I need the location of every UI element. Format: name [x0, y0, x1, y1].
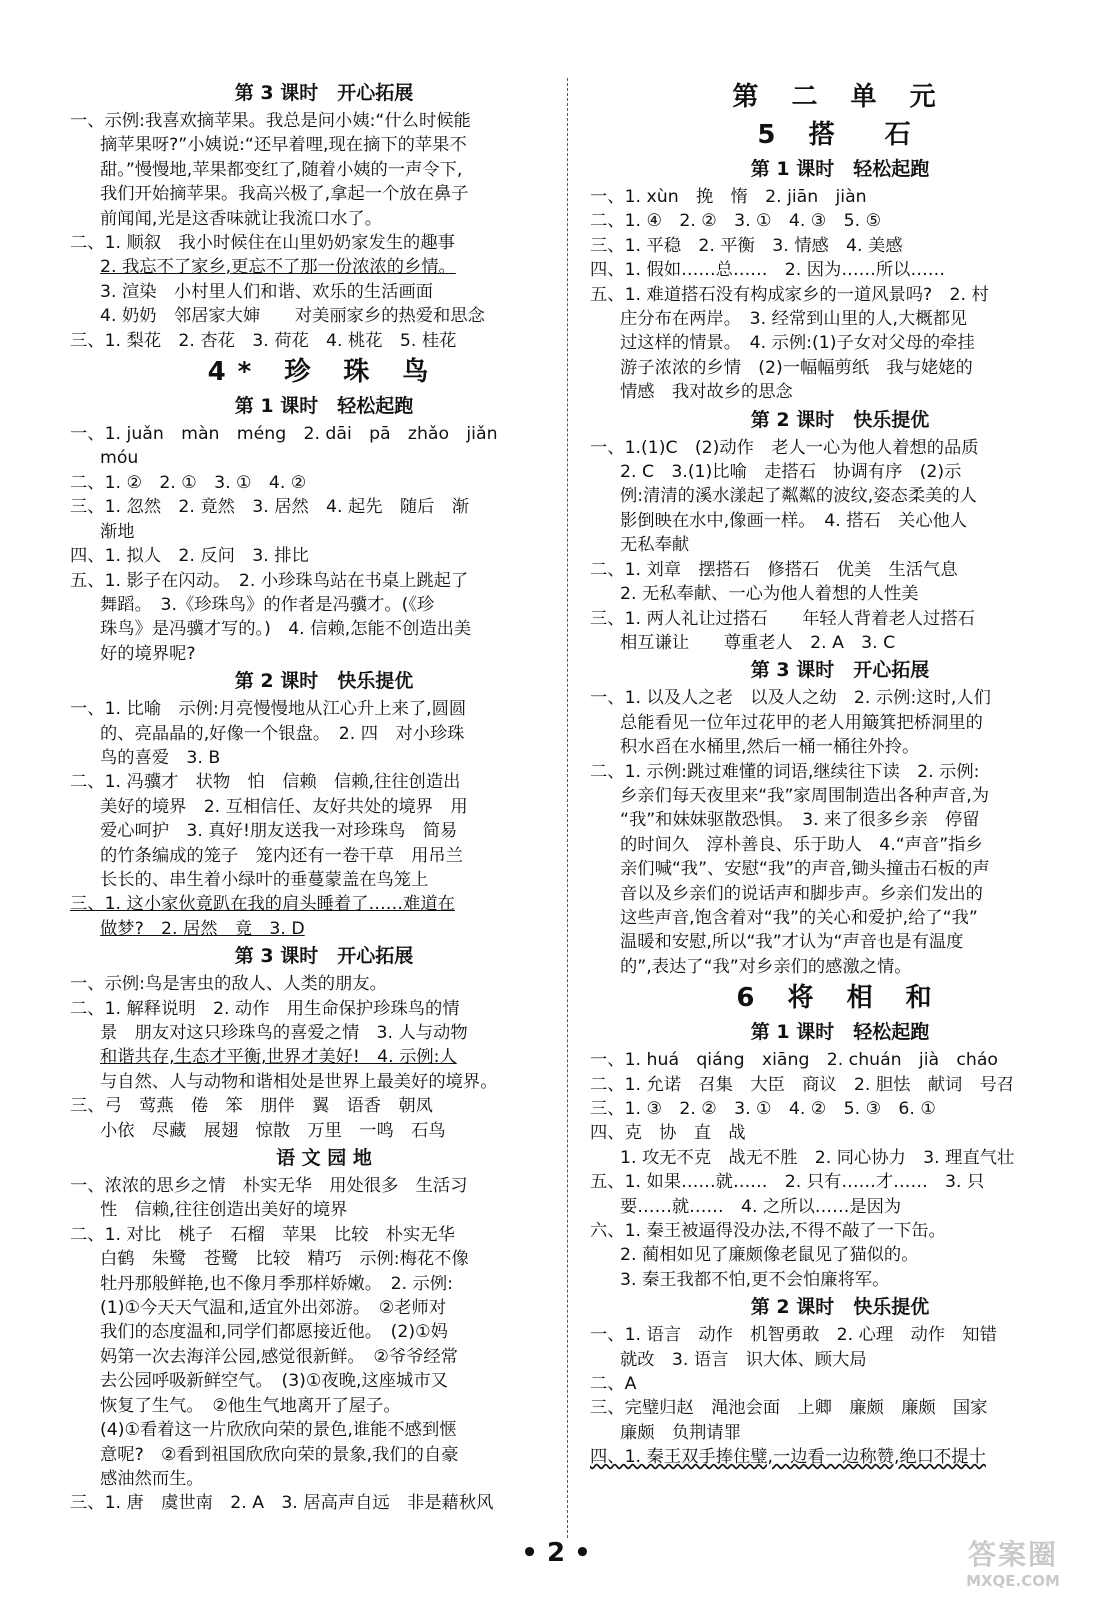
answer-line-continued	[70, 795, 548, 819]
answer-line-continued	[590, 833, 1060, 857]
answer-line-continued	[590, 460, 1060, 484]
answer-line-continued	[70, 1021, 548, 1045]
line-text: 温暖和安慰,所以“我”才认为“声音也是有温度	[620, 932, 964, 953]
answer-line-continued	[590, 784, 1060, 808]
answer-line	[590, 1121, 1060, 1145]
line-text: 意呢? ②看到祖国欣欣向荣的景象,我们的自豪	[100, 1444, 459, 1465]
line-text: 妈第一次去海洋公园,感觉很新鲜。 ②爷爷经常	[100, 1346, 458, 1367]
line-text: 这些声音,饱含着对“我”的关心和爱护,给了“我”	[620, 907, 978, 928]
line-text: 过这样的情景。 4. 示例:(1)子女对父母的牵挂	[620, 333, 975, 354]
answer-line-continued	[590, 906, 1060, 930]
line-text: 4. 奶奶 邻居家大婶 对美丽家乡的热爱和思念	[100, 306, 485, 327]
line-text: 美好的境界 2. 互相信任、友好共处的境界 用	[100, 796, 468, 817]
answer-line-continued	[590, 380, 1060, 404]
line-text: 和谐共存,生态才平衡,世界才美好! 4. 示例:人	[100, 1047, 457, 1068]
answer-line-continued	[70, 1070, 548, 1094]
line-text: 一、浓浓的思乡之情 朴实无华 用处很多 生活习	[70, 1176, 468, 1197]
line-text: 二、1. 示例:跳过难懂的词语,继续往下读 2. 示例:	[590, 761, 980, 782]
lesson-title	[590, 979, 1060, 1017]
line-text: 渐地	[100, 521, 135, 542]
line-text: 第 2 课时 快乐提优	[750, 408, 930, 431]
line-text: 一、1. 语言 动作 机智勇敢 2. 心理 动作 知错	[590, 1325, 997, 1346]
answer-line-continued	[70, 207, 548, 231]
answer-line-continued	[70, 446, 548, 470]
line-text: 2. C 3.(1)比喻 走搭石 协调有序 (2)示	[620, 462, 962, 483]
line-text: 摘苹果呀?”小姨说:“还早着哩,现在摘下的苹果不	[100, 135, 467, 156]
line-text: 第 1 课时 轻松起跑	[234, 395, 414, 418]
lesson-title	[590, 116, 1060, 154]
line-text: 甜。”慢慢地,苹果都变红了,随着小姨的一声令下,	[100, 159, 463, 180]
section-heading	[590, 405, 1060, 436]
answer-line	[590, 1445, 1060, 1469]
answer-line	[70, 697, 548, 721]
section-heading	[70, 391, 548, 422]
line-text: 牡丹那般鲜艳,也不像月季那样娇嫩。 2. 示例:	[100, 1273, 453, 1294]
line-text: 二、A	[590, 1374, 637, 1395]
line-text: 总能看见一位年过花甲的老人用簸箕把桥洞里的	[620, 712, 983, 733]
section-heading	[590, 655, 1060, 686]
answer-line-continued	[70, 280, 548, 304]
answer-line-continued	[70, 819, 548, 843]
line-text: 珠鸟》是冯骥才写的。) 4. 信赖,怎能不创造出美	[100, 619, 472, 640]
answer-line	[590, 1396, 1060, 1420]
answer-line	[590, 686, 1060, 710]
answer-line	[590, 1048, 1060, 1072]
line-text: 4* 珍 珠 鸟	[207, 357, 441, 388]
answer-line-continued	[70, 182, 548, 206]
answer-line-continued	[70, 304, 548, 328]
answer-line-continued	[590, 1348, 1060, 1372]
answer-line-continued	[70, 158, 548, 182]
line-text: 语 文 园 地	[276, 1147, 372, 1170]
line-text: 长长的、串生着小绿叶的垂蔓蒙盖在鸟笼上	[100, 869, 429, 890]
line-text: 三、1. 平稳 2. 平衡 3. 情感 4. 美感	[590, 235, 903, 256]
line-text: 爱心呵护 3. 真好!朋友送我一对珍珠鸟 简易	[100, 821, 458, 842]
answer-line-continued	[70, 642, 548, 666]
answer-line	[590, 283, 1060, 307]
answer-line-continued	[590, 533, 1060, 557]
section-heading	[590, 1292, 1060, 1323]
answer-line	[590, 258, 1060, 282]
section-heading	[590, 1017, 1060, 1048]
line-text: 做梦? 2. 居然 竟 3. D	[100, 918, 305, 939]
line-text: 二、1. 冯骥才 状物 怕 信赖 信赖,往往创造出	[70, 772, 461, 793]
answer-line-continued	[590, 1195, 1060, 1219]
answer-line-continued	[70, 133, 548, 157]
line-text: 第 二 单 元	[732, 82, 948, 112]
line-text: 与自然、人与动物和谐相处是世界上最美好的境界。	[100, 1071, 498, 1092]
line-text: 一、1. huá qiáng xiāng 2. chuán jià cháo	[590, 1050, 999, 1071]
line-text: 乡亲们每天夜里来“我”家周围制造出各种声音,为	[620, 785, 990, 806]
line-text: (1)①今天天气温和,适宜外出郊游。 ②老师对	[100, 1298, 447, 1319]
line-text: 相互谦让 尊重老人 2. A 3. C	[620, 632, 896, 653]
answer-line	[590, 1097, 1060, 1121]
line-text: 的时间久 淳朴善良、乐于助人 4.“声音”指乡	[620, 834, 983, 855]
answer-line-continued	[590, 331, 1060, 355]
answer-line-continued	[70, 617, 548, 641]
line-text: (4)①看着这一片欣欣向荣的景色,谁能不感到惬	[100, 1420, 457, 1441]
line-text: 二、1. 刘章 摆搭石 修搭石 优美 生活气息	[590, 559, 958, 580]
line-text: 一、示例:我喜欢摘苹果。我总是问小姨:“什么时候能	[70, 111, 471, 131]
answer-line-continued	[70, 1272, 548, 1296]
line-text: 景 朋友对这只珍珠鸟的喜爱之情 3. 人与动物	[100, 1023, 468, 1043]
line-text: 的”,表达了“我”对乡亲们的感激之情。	[620, 956, 912, 977]
line-text: 四、1. 拟人 2. 反问 3. 排比	[70, 546, 309, 567]
answer-line	[70, 329, 548, 353]
answer-line	[590, 1073, 1060, 1097]
line-text: 四、1. 假如……总…… 2. 因为……所以……	[590, 260, 946, 281]
watermark-text: 答案圈	[967, 1538, 1058, 1571]
answer-line	[70, 997, 548, 1021]
line-text: 去公园呼吸新鲜空气。 (3)①夜晚,这座城市又	[100, 1371, 448, 1392]
line-text: 5 搭 石	[757, 120, 923, 150]
line-text: 积水舀在水桶里,然后一桶一桶往外拎。	[620, 737, 920, 758]
line-text: 庄分布在两岸。 3. 经常到山里的人,大概都见	[620, 309, 968, 330]
answer-line	[590, 209, 1060, 233]
answer-line-continued	[70, 1045, 548, 1069]
answer-line-continued	[590, 1243, 1060, 1267]
section-heading	[70, 941, 548, 972]
answer-line-continued	[70, 1247, 548, 1271]
answer-line-continued	[70, 520, 548, 544]
watermark-url: MXQE.COM	[966, 1572, 1060, 1590]
line-text: 的竹条编成的笼子 笼内还有一卷干草 用吊兰	[100, 845, 463, 866]
line-text: 第 3 课时 开心拓展	[750, 659, 930, 682]
line-text: 前闻闻,光是这香味就让我流口水了。	[100, 208, 382, 229]
line-text: 二、1. 允诺 召集 大臣 商议 2. 胆怯 献词 号召	[590, 1074, 1015, 1095]
line-text: 三、完璧归赵 渑池会面 上卿 廉颇 廉颇 国家	[590, 1398, 988, 1419]
answer-line	[70, 544, 548, 568]
line-text: 二、1. ④ 2. ② 3. ① 4. ③ 5. ⑤	[590, 211, 882, 232]
line-text: 四、1. 秦王双手捧住璧,一边看一边称赞,绝口不提十	[590, 1447, 986, 1468]
line-text: 例:清清的溪水漾起了粼粼的波纹,姿态柔美的人	[620, 486, 977, 507]
answer-line-continued	[70, 746, 548, 770]
line-text: 恢复了生气。 ②他生气地离开了屋子。	[100, 1395, 401, 1416]
answer-line-continued	[70, 1296, 548, 1320]
line-text: 好的境界呢?	[100, 643, 196, 664]
line-text: 三、1. 忽然 2. 竟然 3. 居然 4. 起先 随后 渐	[70, 497, 469, 518]
line-text: 1. 攻无不克 战无不胜 2. 同心协力 3. 理直气壮	[620, 1147, 1015, 1168]
answer-line-continued	[70, 917, 548, 941]
line-text: 一、1. juǎn màn méng 2. dāi pā zhǎo jiǎn	[70, 424, 498, 445]
answer-line	[590, 185, 1060, 209]
answer-line-continued	[590, 484, 1060, 508]
answer-line-continued	[70, 1467, 548, 1491]
answer-line	[70, 471, 548, 495]
answer-line	[70, 109, 548, 133]
line-text: “我”和妹妹驱散恐惧。 3. 来了很多乡亲 停留	[620, 810, 980, 831]
line-text: 一、1. xùn 挽 惰 2. jiān jiàn	[590, 187, 867, 207]
answer-line-continued	[70, 868, 548, 892]
answer-line-continued	[590, 930, 1060, 954]
line-text: 一、1. 以及人之老 以及人之幼 2. 示例:这时,人们	[590, 688, 991, 709]
answer-line	[70, 1174, 548, 1198]
line-text: 就改 3. 语言 识大体、顾大局	[620, 1349, 867, 1370]
answer-line-continued	[70, 1345, 548, 1369]
answer-line-continued	[590, 857, 1060, 881]
line-text: 的、亮晶晶的,好像一个银盘。 2. 四 对小珍珠	[100, 723, 465, 744]
line-text: 四、克 协 直 战	[590, 1123, 746, 1144]
line-text: 我们的态度温和,同学们都愿接近他。 (2)①妈	[100, 1322, 448, 1343]
line-text: 3. 渲染 小村里人们和谐、欢乐的生活画面	[100, 281, 434, 302]
line-text: 小依 尽藏 展翅 惊散 万里 一鸣 石鸟	[100, 1120, 446, 1141]
answer-line-continued	[70, 722, 548, 746]
answer-line	[70, 892, 548, 916]
line-text: 三、弓 莺燕 倦 笨 朋伴 翼 语香 朝凤	[70, 1096, 433, 1117]
line-text: 第 2 课时 快乐提优	[750, 1296, 930, 1319]
answer-line-continued	[70, 255, 548, 279]
answer-line	[70, 770, 548, 794]
line-text: 性 信赖,往往创造出美好的境界	[100, 1200, 348, 1221]
answer-line-continued	[70, 593, 548, 617]
line-text: 3. 秦王我都不怕,更不会怕廉将军。	[620, 1269, 890, 1290]
answer-line-continued	[590, 1421, 1060, 1445]
line-text: 三、1. 两人礼让过搭石 年轻人背着老人过搭石	[590, 608, 975, 629]
line-text: 廉颇 负荆请罪	[620, 1422, 741, 1443]
line-text: 第 3 课时 开心拓展	[234, 82, 414, 104]
line-text: 情感 我对故乡的思念	[620, 382, 793, 403]
line-text: 要……就…… 4. 之所以……是因为	[620, 1196, 902, 1217]
answer-line-continued	[590, 711, 1060, 735]
line-text: 音以及乡亲们的说话声和脚步声。乡亲们发出的	[620, 883, 983, 904]
line-text: 三、1. 唐 虞世南 2. A 3. 居高声自远 非是藉秋风	[70, 1493, 494, 1514]
line-text: 六、1. 秦王被逼得没办法,不得不敲了一下缶。	[590, 1221, 946, 1242]
line-text: 二、1. 对比 桃子 石榴 苹果 比较 朴实无华	[70, 1224, 455, 1245]
answer-line	[70, 422, 548, 446]
lesson-title	[70, 353, 548, 391]
answer-line	[70, 495, 548, 519]
answer-line	[70, 1223, 548, 1247]
answer-line	[70, 1491, 548, 1515]
answer-line-continued	[590, 955, 1060, 979]
line-text: 三、1. 这小家伙竟趴在我的肩头睡着了……难道在	[70, 894, 455, 915]
answer-line-continued	[590, 1268, 1060, 1292]
answer-line	[70, 231, 548, 255]
answer-line-continued	[70, 1418, 548, 1442]
answer-line-continued	[70, 1394, 548, 1418]
section-heading	[70, 78, 548, 109]
answer-line-continued	[70, 1198, 548, 1222]
answer-line	[70, 1094, 548, 1118]
section-heading	[590, 154, 1060, 185]
answer-line-continued	[70, 1119, 548, 1143]
line-text: 感油然而生。	[100, 1468, 204, 1489]
line-text: 一、示例:鸟是害虫的敌人、人类的朋友。	[70, 974, 387, 995]
line-text: 第 1 课时 轻松起跑	[750, 1021, 930, 1044]
line-text: 2. 无私奉献、一心为他人着想的人性美	[620, 584, 919, 605]
answer-line	[590, 558, 1060, 582]
line-text: 无私奉献	[620, 535, 690, 556]
answer-line	[590, 760, 1060, 784]
page-number: • 2 •	[521, 1538, 591, 1568]
answer-line-continued	[590, 808, 1060, 832]
line-text: 亲们喊“我”、安慰“我”的声音,锄头撞击石板的声	[620, 859, 990, 880]
line-text: 一、1.(1)C (2)动作 老人一心为他人着想的品质	[590, 437, 979, 458]
line-text: móu	[100, 448, 139, 469]
answer-line-continued	[70, 1320, 548, 1344]
line-text: 三、1. ③ 2. ② 3. ① 4. ② 5. ③ 6. ①	[590, 1099, 936, 1119]
right-column	[590, 78, 1060, 1470]
watermark-logo	[938, 1538, 1088, 1596]
section-heading	[70, 666, 548, 697]
line-text: 一、1. 比喻 示例:月亮慢慢地从江心升上来了,圆圆	[70, 699, 467, 720]
line-text: 三、1. 梨花 2. 杏花 3. 荷花 4. 桃花 5. 桂花	[70, 330, 457, 351]
line-text: 二、1. 解释说明 2. 动作 用生命保护珍珠鸟的情	[70, 998, 460, 1019]
answer-line	[590, 1170, 1060, 1194]
line-text: 五、1. 如果……就…… 2. 只有……才…… 3. 只	[590, 1172, 985, 1193]
answer-line	[590, 1323, 1060, 1347]
answer-line	[70, 569, 548, 593]
answer-line-continued	[590, 307, 1060, 331]
answer-line-continued	[590, 582, 1060, 606]
answer-line-continued	[70, 1443, 548, 1467]
line-text: 我们开始摘苹果。我高兴极了,拿起一个放在鼻子	[100, 184, 469, 205]
answer-line	[590, 607, 1060, 631]
answer-line	[590, 436, 1060, 460]
line-text: 二、1. ② 2. ① 3. ① 4. ②	[70, 472, 307, 493]
line-text: 2. 蔺相如见了廉颇像老鼠见了猫似的。	[620, 1245, 919, 1266]
line-text: 五、1. 影子在闪动。 2. 小珍珠鸟站在书桌上跳起了	[70, 570, 469, 591]
answer-line-continued	[590, 1146, 1060, 1170]
line-text: 二、1. 顺叙 我小时候住在山里奶奶家发生的趣事	[70, 233, 455, 254]
line-text: 第 3 课时 开心拓展	[234, 945, 414, 968]
answer-line-continued	[590, 356, 1060, 380]
line-text: 鸟的喜爱 3. B	[100, 747, 221, 768]
answer-line-continued	[590, 509, 1060, 533]
left-column	[70, 78, 548, 1516]
answer-line-continued	[590, 735, 1060, 759]
answer-line	[590, 1372, 1060, 1396]
line-text: 舞蹈。 3.《珍珠鸟》的作者是冯骥才。(《珍	[100, 594, 435, 615]
answer-line-continued	[590, 631, 1060, 655]
line-text: 游子浓浓的乡情 (2)一幅幅剪纸 我与姥姥的	[620, 357, 973, 378]
line-text: 白鹤 朱鹭 苍鹭 比较 精巧 示例:梅花不像	[100, 1249, 469, 1270]
line-text: 影倒映在水中,像画一样。 4. 搭石 关心他人	[620, 510, 968, 531]
column-divider	[567, 78, 568, 1538]
line-text: 第 2 课时 快乐提优	[234, 670, 414, 693]
answer-line-continued	[70, 1369, 548, 1393]
line-text: 第 1 课时 轻松起跑	[750, 158, 930, 180]
answer-line	[590, 1219, 1060, 1243]
lesson-title	[590, 78, 1060, 116]
answer-line	[70, 972, 548, 996]
line-text: 2. 我忘不了家乡,更忘不了那一份浓浓的乡情。	[100, 257, 456, 278]
answer-line-continued	[70, 844, 548, 868]
section-heading	[70, 1143, 548, 1174]
line-text: 五、1. 难道搭石没有构成家乡的一道风景吗? 2. 村	[590, 284, 989, 305]
answer-line	[590, 234, 1060, 258]
line-text: 6 将 相 和	[736, 983, 944, 1014]
answer-line-continued	[590, 882, 1060, 906]
